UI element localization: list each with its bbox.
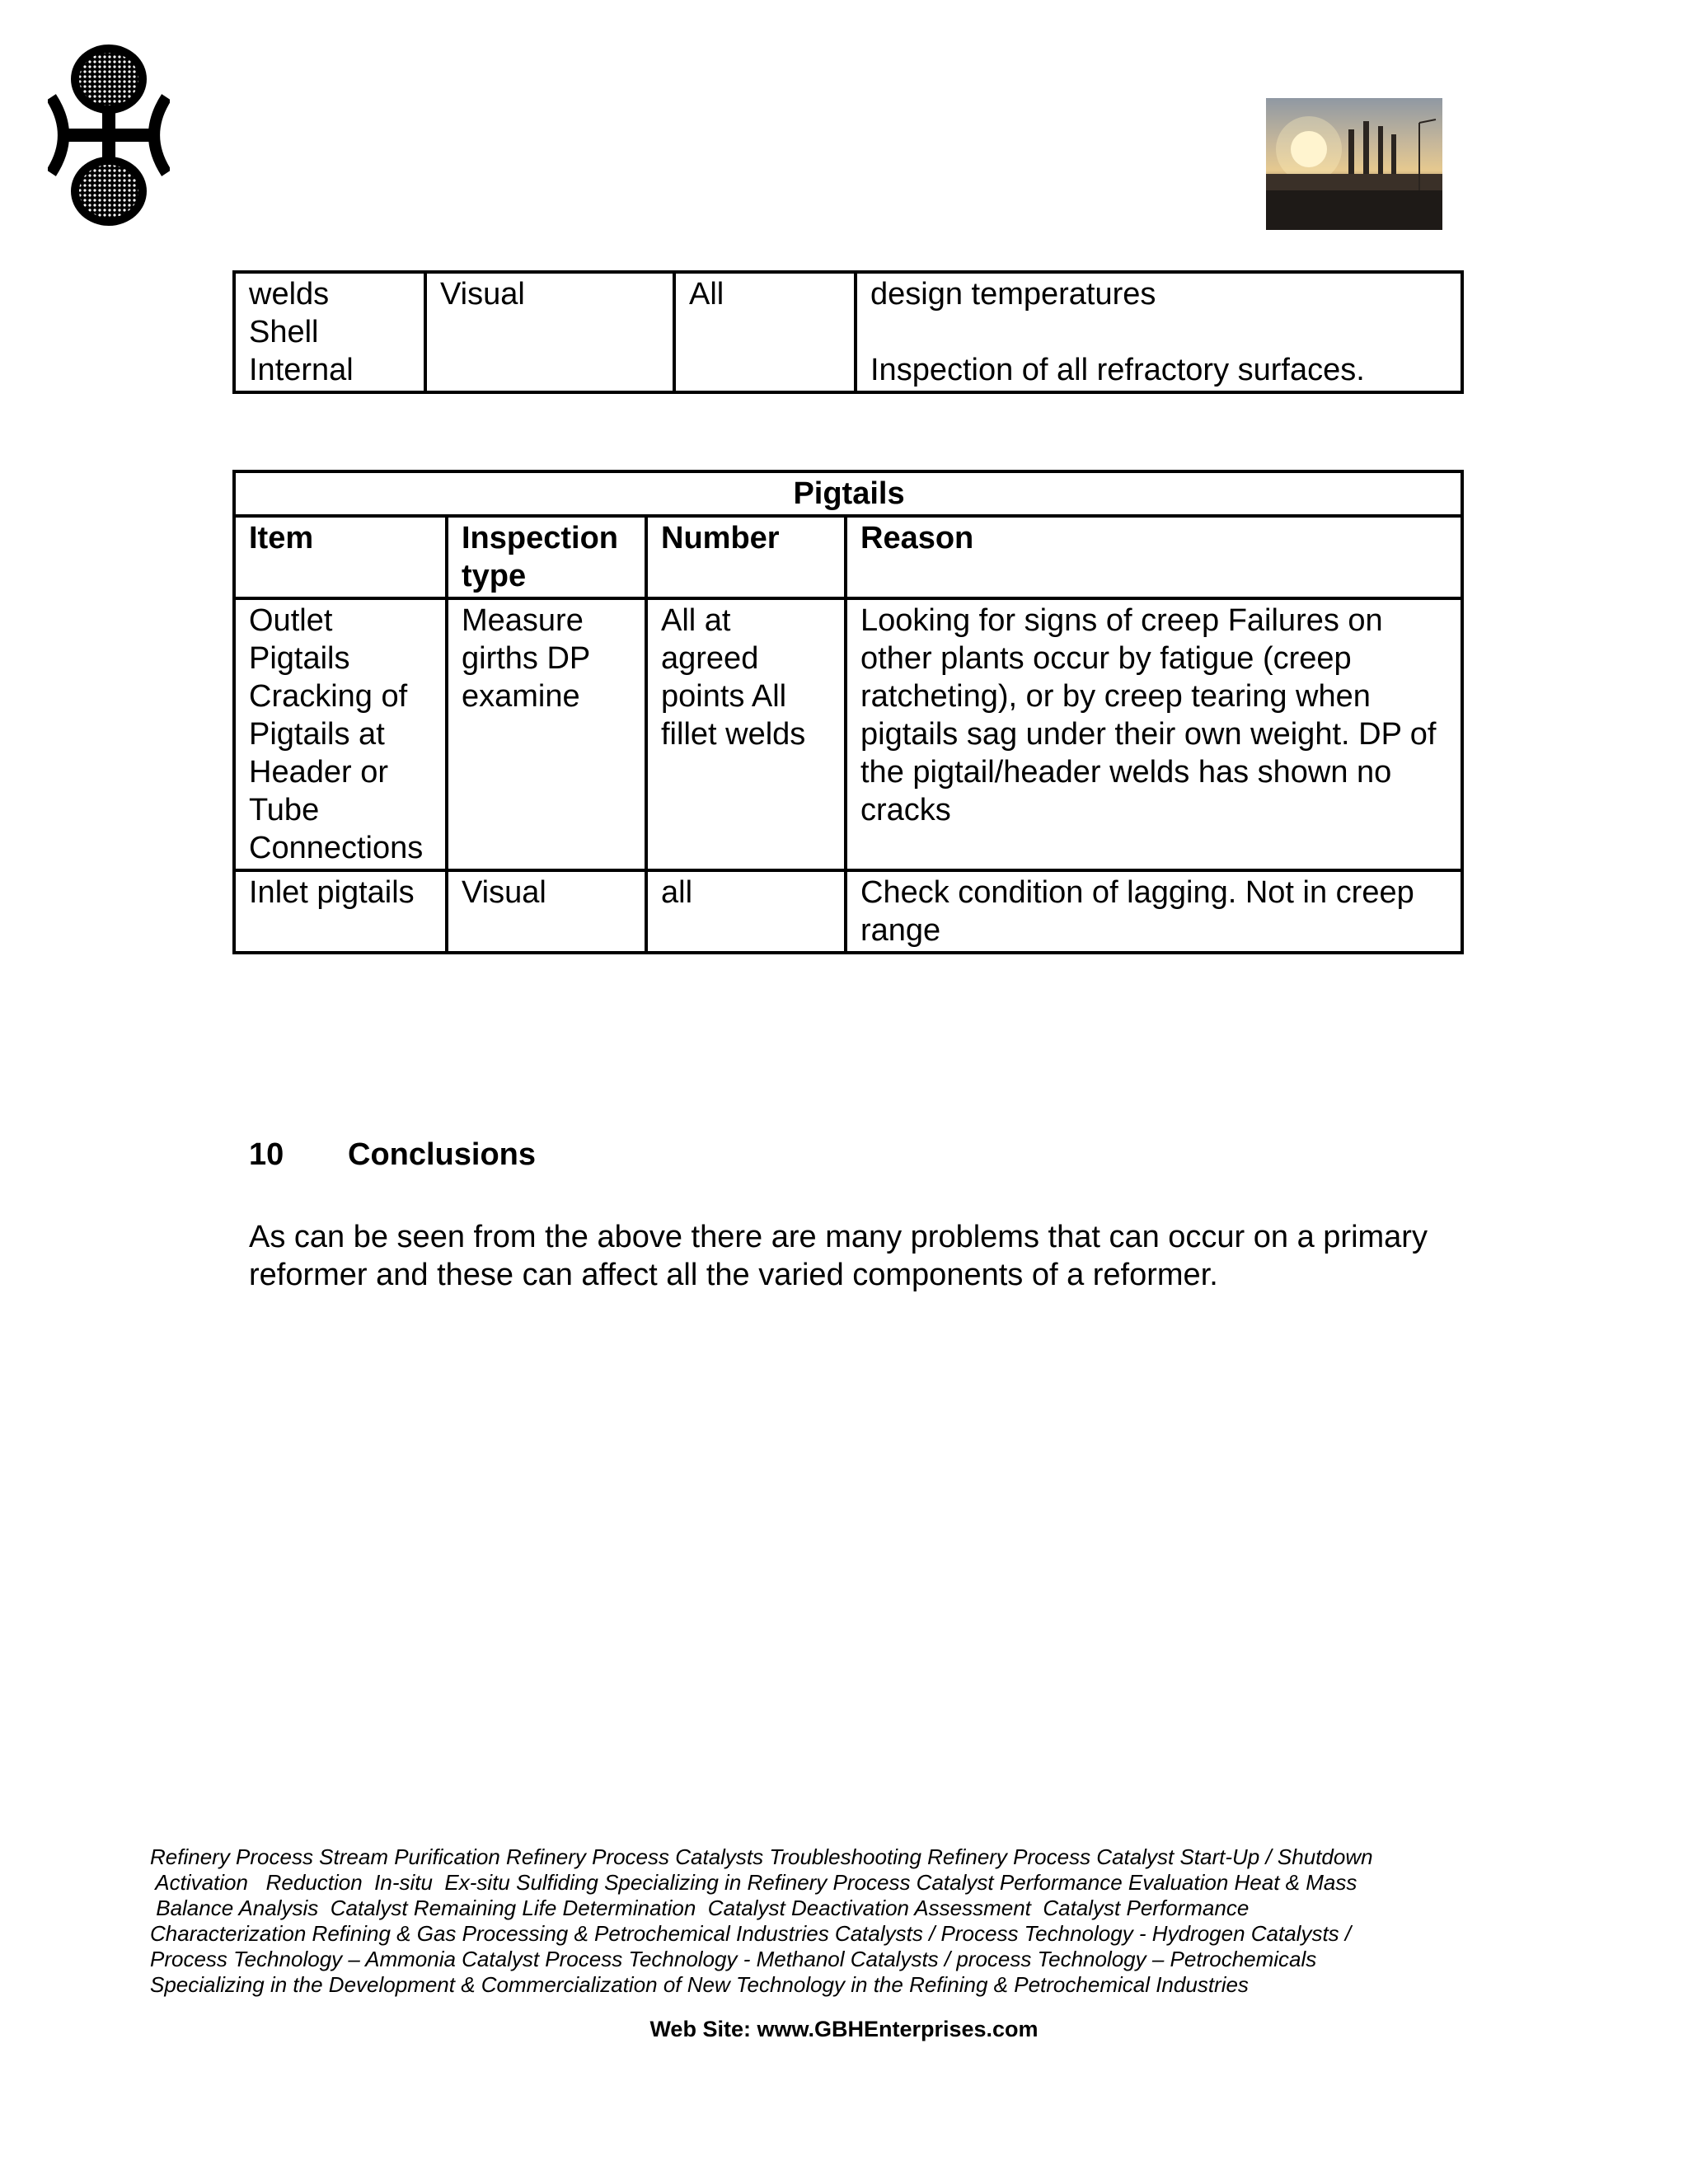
column-header: Number bbox=[646, 516, 846, 598]
number-cell: All bbox=[674, 272, 856, 392]
item-cell bbox=[234, 272, 425, 392]
reason-cell: Check condition of lagging. Not in creep range bbox=[846, 870, 1462, 953]
section-title: Conclusions bbox=[348, 1137, 537, 1172]
item-line: Shell bbox=[249, 315, 319, 349]
table-row bbox=[234, 272, 1462, 392]
footer-line: Specializing in the Development & Commercialization of New Technology in the Refining & Petrochemical Industries bbox=[150, 1972, 1249, 1997]
column-header: Item bbox=[234, 516, 447, 598]
footer-text bbox=[150, 1844, 1436, 1998]
table-caption: Pigtails bbox=[234, 471, 1462, 516]
column-header: Inspection type bbox=[447, 516, 646, 598]
footer-line: Process Technology – Ammonia Catalyst Process Technology - Methanol Catalysts / process Technology – Petrochemicals bbox=[150, 1947, 1317, 1971]
website-link[interactable]: Web Site: www.GBHEnterprises.com bbox=[649, 2017, 1039, 2041]
footer-line: Refinery Process Stream Purification Refinery Process Catalysts Troubleshooting Refinery Process Catalyst Start-Up / Shutdown bbox=[150, 1844, 1373, 1869]
inspection-table-continued bbox=[232, 270, 1464, 394]
footer-line: Activation Reduction In-situ Ex-situ Sulfiding Specializing in Refinery Process Catalyst Performance Evaluation Heat & Mass bbox=[150, 1870, 1357, 1895]
reason-cell bbox=[856, 272, 1462, 392]
table-row bbox=[234, 598, 1462, 870]
refinery-photo-icon bbox=[1266, 98, 1442, 230]
item-line: welds bbox=[249, 277, 330, 312]
number-cell: All at agreed points All fillet welds bbox=[646, 598, 846, 870]
item-cell: Outlet Pigtails Cracking of Pigtails at Header or Tube Connections bbox=[234, 598, 447, 870]
company-logo-icon bbox=[48, 40, 170, 231]
reason-line: design temperatures bbox=[870, 277, 1156, 312]
section-number: 10 bbox=[249, 1137, 284, 1172]
reason-spacer bbox=[870, 313, 1449, 351]
item-line: Internal bbox=[249, 353, 354, 387]
footer-line: Characterization Refining & Gas Processing & Petrochemical Industries Catalysts / Process Technology - Hydrogen Catalysts / bbox=[150, 1921, 1352, 1946]
conclusions-paragraph: As can be seen from the above there are many problems that can occur on a primary reformer and these can affect all the varied components of a reformer. bbox=[249, 1220, 1428, 1292]
table-caption-row bbox=[234, 471, 1462, 516]
column-header: Reason bbox=[846, 516, 1462, 598]
footer-line: Balance Analysis Catalyst Remaining Life Determination Catalyst Deactivation Assessment Catalyst Performance bbox=[150, 1896, 1250, 1920]
reason-line: Inspection of all refractory surfaces. bbox=[870, 353, 1365, 387]
inspection-type-cell: Visual bbox=[425, 272, 674, 392]
table-row bbox=[234, 870, 1462, 953]
pigtails-table bbox=[232, 470, 1464, 954]
number-cell: all bbox=[646, 870, 846, 953]
reason-cell: Looking for signs of creep Failures on other plants occur by fatigue (creep ratcheting), or by creep tearing when pigtails sag under their own weight. DP of the pigtail/header welds has shown no cracks bbox=[846, 598, 1462, 870]
table-header-row bbox=[234, 516, 1462, 598]
item-cell: Inlet pigtails bbox=[234, 870, 447, 953]
section-heading bbox=[249, 1136, 536, 1174]
inspection-type-cell: Measure girths DP examine bbox=[447, 598, 646, 870]
inspection-type-cell: Visual bbox=[447, 870, 646, 953]
